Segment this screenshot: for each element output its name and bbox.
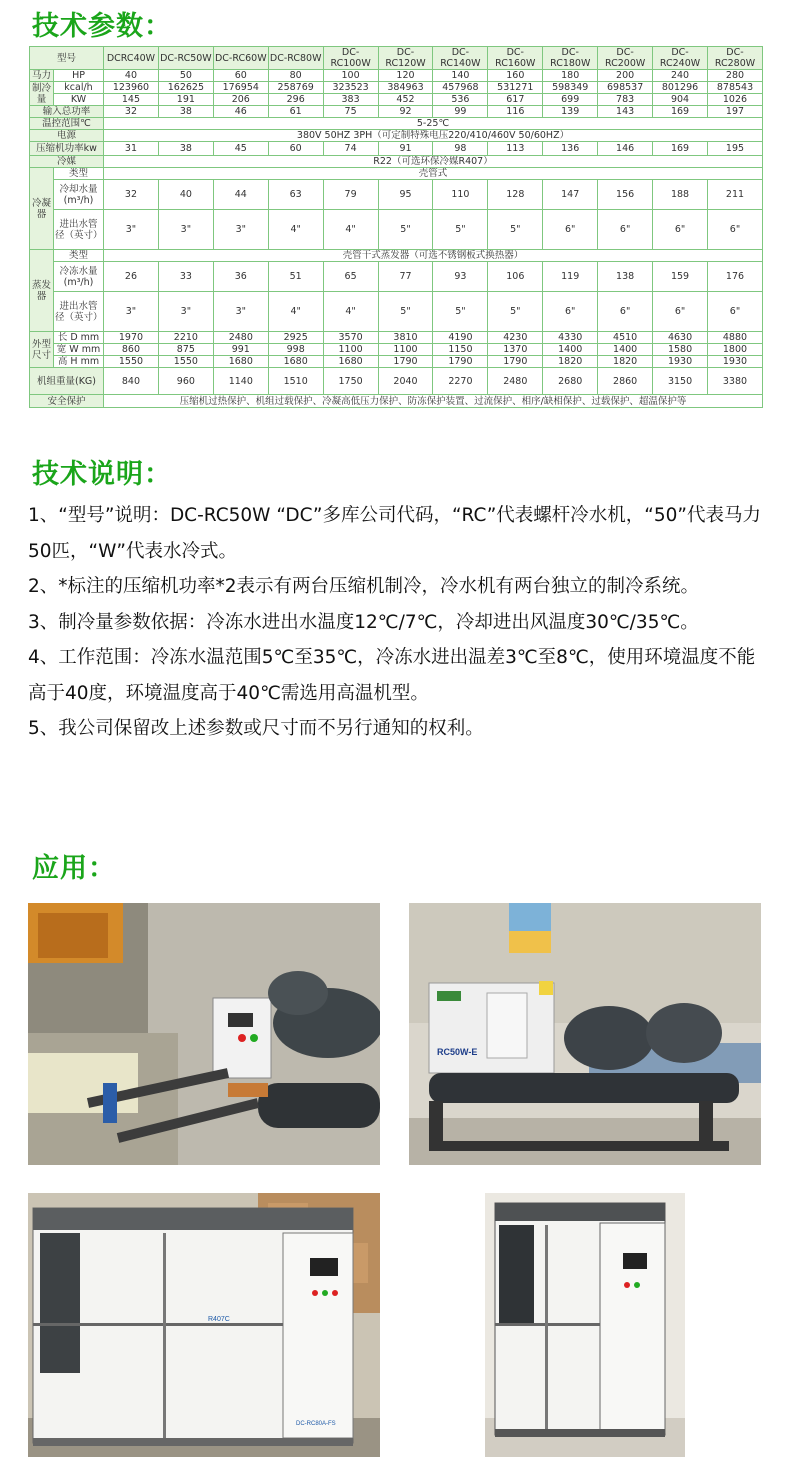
table-cell: 3" <box>104 210 159 250</box>
table-cell: 119 <box>543 262 598 292</box>
table-cell: 145 <box>104 94 159 106</box>
table-row <box>30 142 763 156</box>
table-cell: 176 <box>707 262 762 292</box>
table-cell: 77 <box>378 262 433 292</box>
row-unit: 冷却水量(m³/h) <box>54 180 104 210</box>
table-cell: 5" <box>433 210 488 250</box>
row-unit: 类型 <box>54 168 104 180</box>
table-cell: 1680 <box>323 356 378 368</box>
header-model: DC-RC140W <box>433 47 488 70</box>
table-cell: 1400 <box>543 344 598 356</box>
table-cell: 1550 <box>158 356 213 368</box>
table-cell: 1750 <box>323 368 378 395</box>
header-model: DC-RC120W <box>378 47 433 70</box>
table-cell: 197 <box>707 106 762 118</box>
header-model: DC-RC80W <box>268 47 323 70</box>
table-cell: 1100 <box>378 344 433 356</box>
header-model: DC-RC160W <box>488 47 543 70</box>
table-cell: 138 <box>598 262 653 292</box>
photo-box-chiller-large <box>28 1193 380 1457</box>
row-unit: KW <box>54 94 104 106</box>
table-cell: 45 <box>213 142 268 156</box>
header-model: DC-RC240W <box>653 47 708 70</box>
row-label: 安全保护 <box>30 395 104 408</box>
table-cell: 1800 <box>707 344 762 356</box>
table-cell: 323523 <box>323 82 378 94</box>
table-row <box>30 180 763 210</box>
table-cell: 3" <box>213 292 268 332</box>
header-model: DC-RC280W <box>707 47 762 70</box>
table-cell: 1930 <box>653 356 708 368</box>
table-cell: 32 <box>104 180 159 210</box>
table-cell: 188 <box>653 180 708 210</box>
table-cell: 33 <box>158 262 213 292</box>
table-cell: 176954 <box>213 82 268 94</box>
row-unit: 进出水管径（英寸） <box>54 210 104 250</box>
header-model: DC-RC50W <box>158 47 213 70</box>
table-cell: 128 <box>488 180 543 210</box>
table-cell: 2480 <box>213 332 268 344</box>
header-model: DC-RC200W <box>598 47 653 70</box>
table-row <box>30 47 763 70</box>
table-cell: 1510 <box>268 368 323 395</box>
table-cell: 840 <box>104 368 159 395</box>
row-unit: 进出水管径（英寸） <box>54 292 104 332</box>
table-cell: 4" <box>323 210 378 250</box>
table-row <box>30 262 763 292</box>
table-cell: 44 <box>213 180 268 210</box>
table-cell: 63 <box>268 180 323 210</box>
table-cell: 4" <box>268 292 323 332</box>
table-cell: 2040 <box>378 368 433 395</box>
row-unit: HP <box>54 70 104 82</box>
params-title: 技术参数： <box>32 11 172 42</box>
row-unit: 高 H mm <box>54 356 104 368</box>
table-cell: 3" <box>158 210 213 250</box>
table-cell: 5" <box>378 210 433 250</box>
table-cell: 536 <box>433 94 488 106</box>
table-cell: 3" <box>104 292 159 332</box>
row-label: 电源 <box>30 130 104 142</box>
header-model: DC-RC60W <box>213 47 268 70</box>
table-cell: 100 <box>323 70 378 82</box>
table-cell: 65 <box>323 262 378 292</box>
table-cell: 1790 <box>433 356 488 368</box>
table-cell: 110 <box>433 180 488 210</box>
row-label: 输入总功率 <box>30 106 104 118</box>
table-cell: 801296 <box>653 82 708 94</box>
table-cell: 120 <box>378 70 433 82</box>
table-cell: 147 <box>543 180 598 210</box>
table-cell: 878543 <box>707 82 762 94</box>
note-item: 1、“型号”说明：DC-RC50W “DC”多库公司代码，“RC”代表螺杆冷水机，“50”代表马力50匹，“W”代表水冷式。 <box>28 505 762 562</box>
table-row <box>30 356 763 368</box>
table-row <box>30 168 763 180</box>
table-row <box>30 344 763 356</box>
table-cell: 875 <box>158 344 213 356</box>
table-cell: 40 <box>158 180 213 210</box>
table-cell: 3150 <box>653 368 708 395</box>
table-cell: 5" <box>433 292 488 332</box>
table-cell: 1370 <box>488 344 543 356</box>
table-cell: 156 <box>598 180 653 210</box>
table-cell: 160 <box>488 70 543 82</box>
table-cell: 2480 <box>488 368 543 395</box>
table-cell: R22（可选环保冷媒R407） <box>104 156 763 168</box>
photo-workshop-chiller <box>409 903 761 1165</box>
table-cell: 3570 <box>323 332 378 344</box>
table-cell: 1400 <box>598 344 653 356</box>
table-cell: 5" <box>488 292 543 332</box>
table-cell: 91 <box>378 142 433 156</box>
table-cell: 4" <box>268 210 323 250</box>
table-cell: 4330 <box>543 332 598 344</box>
row-unit: 类型 <box>54 250 104 262</box>
table-cell: 143 <box>598 106 653 118</box>
table-cell: 26 <box>104 262 159 292</box>
table-cell: 452 <box>378 94 433 106</box>
table-cell: 113 <box>488 142 543 156</box>
table-cell: 240 <box>653 70 708 82</box>
table-cell: 壳管式 <box>104 168 763 180</box>
table-cell: 31 <box>104 142 159 156</box>
table-cell: 380V 50HZ 3PH（可定制特殊电压220/410/460V 50/60HZ） <box>104 130 763 142</box>
table-cell: 5-25℃ <box>104 118 763 130</box>
table-cell: 3" <box>213 210 268 250</box>
table-cell: 6" <box>598 292 653 332</box>
table-cell: 457968 <box>433 82 488 94</box>
table-cell: 296 <box>268 94 323 106</box>
table-cell: 60 <box>268 142 323 156</box>
note-item: 5、我公司保留改上述参数或尺寸而不另行通知的权利。 <box>28 718 484 739</box>
table-cell: 6" <box>543 292 598 332</box>
note-item: 4、工作范围：冷冻水温范围5℃至35℃，冷冻水进出温差3℃至8℃，使用环境温度不能高于40度，环境温度高于40℃需选用高温机型。 <box>28 647 756 704</box>
table-cell: 3810 <box>378 332 433 344</box>
table-cell: 123960 <box>104 82 159 94</box>
table-cell: 壳管干式蒸发器（可选不锈钢板式换热器） <box>104 250 763 262</box>
table-cell: 384963 <box>378 82 433 94</box>
header-model-label: 型号 <box>30 47 104 70</box>
table-cell: 93 <box>433 262 488 292</box>
notes-title: 技术说明： <box>32 459 172 490</box>
table-cell: 1150 <box>433 344 488 356</box>
note-item: 3、制冷量参数依据：冷冻水进出水温度12℃/7℃，冷却进出风温度30℃/35℃。 <box>28 611 699 633</box>
table-cell: 211 <box>707 180 762 210</box>
table-cell: 140 <box>433 70 488 82</box>
table-cell: 2925 <box>268 332 323 344</box>
table-row <box>30 130 763 142</box>
row-label: 温控范围℃ <box>30 118 104 130</box>
table-row <box>30 368 763 395</box>
table-cell: 598349 <box>543 82 598 94</box>
note-item: 2、*标注的压缩机功率*2表示有两台压缩机制冷，冷水机有两台独立的制冷系统。 <box>28 576 700 597</box>
photo-installed-chiller <box>28 903 380 1165</box>
table-cell: 4880 <box>707 332 762 344</box>
row-label: 冷媒 <box>30 156 104 168</box>
table-cell: 50 <box>158 70 213 82</box>
table-cell: 6" <box>598 210 653 250</box>
header-model: DC-RC180W <box>543 47 598 70</box>
table-cell: 162625 <box>158 82 213 94</box>
table-row <box>30 106 763 118</box>
table-cell: 860 <box>104 344 159 356</box>
table-cell: 383 <box>323 94 378 106</box>
table-cell: 258769 <box>268 82 323 94</box>
table-cell: 1930 <box>707 356 762 368</box>
table-cell: 6" <box>543 210 598 250</box>
table-cell: 51 <box>268 262 323 292</box>
table-cell: 4630 <box>653 332 708 344</box>
table-cell: 136 <box>543 142 598 156</box>
table-cell: 904 <box>653 94 708 106</box>
table-cell: 6" <box>653 292 708 332</box>
table-cell: 74 <box>323 142 378 156</box>
table-cell: 206 <box>213 94 268 106</box>
table-cell: 2270 <box>433 368 488 395</box>
table-cell: 6" <box>707 292 762 332</box>
table-cell: 4190 <box>433 332 488 344</box>
photo-box-chiller-small <box>485 1193 685 1457</box>
table-cell: 169 <box>653 106 708 118</box>
table-row <box>30 118 763 130</box>
table-cell: 36 <box>213 262 268 292</box>
table-cell: 79 <box>323 180 378 210</box>
table-cell: 146 <box>598 142 653 156</box>
table-cell: 40 <box>104 70 159 82</box>
table-cell: 280 <box>707 70 762 82</box>
row-unit: kcal/h <box>54 82 104 94</box>
p2-model-label: RC50W-E <box>437 1047 478 1057</box>
table-row <box>30 292 763 332</box>
table-cell: 617 <box>488 94 543 106</box>
table-cell: 61 <box>268 106 323 118</box>
header-model: DC-RC100W <box>323 47 378 70</box>
p3-model-label: DC-RC80A-FS <box>296 1421 336 1427</box>
table-row <box>30 395 763 408</box>
table-cell: 99 <box>433 106 488 118</box>
table-cell: 960 <box>158 368 213 395</box>
table-cell: 1550 <box>104 356 159 368</box>
table-cell: 200 <box>598 70 653 82</box>
table-cell: 1026 <box>707 94 762 106</box>
row-label: 马力 <box>30 70 54 82</box>
table-cell: 75 <box>323 106 378 118</box>
table-cell: 4230 <box>488 332 543 344</box>
table-cell: 1820 <box>543 356 598 368</box>
table-row <box>30 156 763 168</box>
table-cell: 699 <box>543 94 598 106</box>
row-label: 蒸发器 <box>30 250 54 332</box>
row-label: 制冷量 <box>30 82 54 106</box>
table-cell: 46 <box>213 106 268 118</box>
table-cell: 998 <box>268 344 323 356</box>
table-cell: 60 <box>213 70 268 82</box>
table-cell: 5" <box>378 292 433 332</box>
table-cell: 95 <box>378 180 433 210</box>
p3-refrigerant-label: R407C <box>208 1316 230 1323</box>
table-cell: 139 <box>543 106 598 118</box>
table-cell: 5" <box>488 210 543 250</box>
table-cell: 2860 <box>598 368 653 395</box>
table-row <box>30 94 763 106</box>
table-cell: 159 <box>653 262 708 292</box>
table-row <box>30 250 763 262</box>
table-row <box>30 210 763 250</box>
table-cell: 1680 <box>213 356 268 368</box>
table-cell: 106 <box>488 262 543 292</box>
table-cell: 195 <box>707 142 762 156</box>
table-cell: 92 <box>378 106 433 118</box>
table-cell: 38 <box>158 106 213 118</box>
table-cell: 3" <box>158 292 213 332</box>
table-cell: 2680 <box>543 368 598 395</box>
table-cell: 1680 <box>268 356 323 368</box>
table-cell: 1820 <box>598 356 653 368</box>
table-cell: 4510 <box>598 332 653 344</box>
spec-table <box>29 46 763 408</box>
table-cell: 6" <box>707 210 762 250</box>
row-unit: 宽 W mm <box>54 344 104 356</box>
table-cell: 991 <box>213 344 268 356</box>
table-row <box>30 332 763 344</box>
table-cell: 1100 <box>323 344 378 356</box>
notes-list <box>28 498 773 747</box>
table-row <box>30 70 763 82</box>
table-cell: 116 <box>488 106 543 118</box>
table-row <box>30 82 763 94</box>
row-label: 冷凝器 <box>30 168 54 250</box>
row-unit: 冷冻水量(m³/h) <box>54 262 104 292</box>
table-cell: 38 <box>158 142 213 156</box>
table-cell: 1970 <box>104 332 159 344</box>
table-cell: 783 <box>598 94 653 106</box>
table-cell: 80 <box>268 70 323 82</box>
row-unit: 长 D mm <box>54 332 104 344</box>
table-cell: 6" <box>653 210 708 250</box>
header-model: DCRC40W <box>104 47 159 70</box>
table-cell: 4" <box>323 292 378 332</box>
table-cell: 180 <box>543 70 598 82</box>
row-label: 外型尺寸 <box>30 332 54 368</box>
table-cell: 1790 <box>488 356 543 368</box>
table-cell: 32 <box>104 106 159 118</box>
row-label: 压缩机功率kw <box>30 142 104 156</box>
table-cell: 191 <box>158 94 213 106</box>
table-cell: 98 <box>433 142 488 156</box>
table-cell: 1790 <box>378 356 433 368</box>
table-cell: 2210 <box>158 332 213 344</box>
table-cell: 531271 <box>488 82 543 94</box>
table-cell: 3380 <box>707 368 762 395</box>
table-cell: 698537 <box>598 82 653 94</box>
table-cell: 1140 <box>213 368 268 395</box>
apps-title: 应用： <box>32 853 116 884</box>
table-cell: 1580 <box>653 344 708 356</box>
table-cell: 169 <box>653 142 708 156</box>
table-cell: 压缩机过热保护、机组过载保护、冷凝高低压力保护、防冻保护装置、过流保护、相序/缺相保护、过载保护、超温保护等 <box>104 395 763 408</box>
row-label: 机组重量(KG) <box>30 368 104 395</box>
